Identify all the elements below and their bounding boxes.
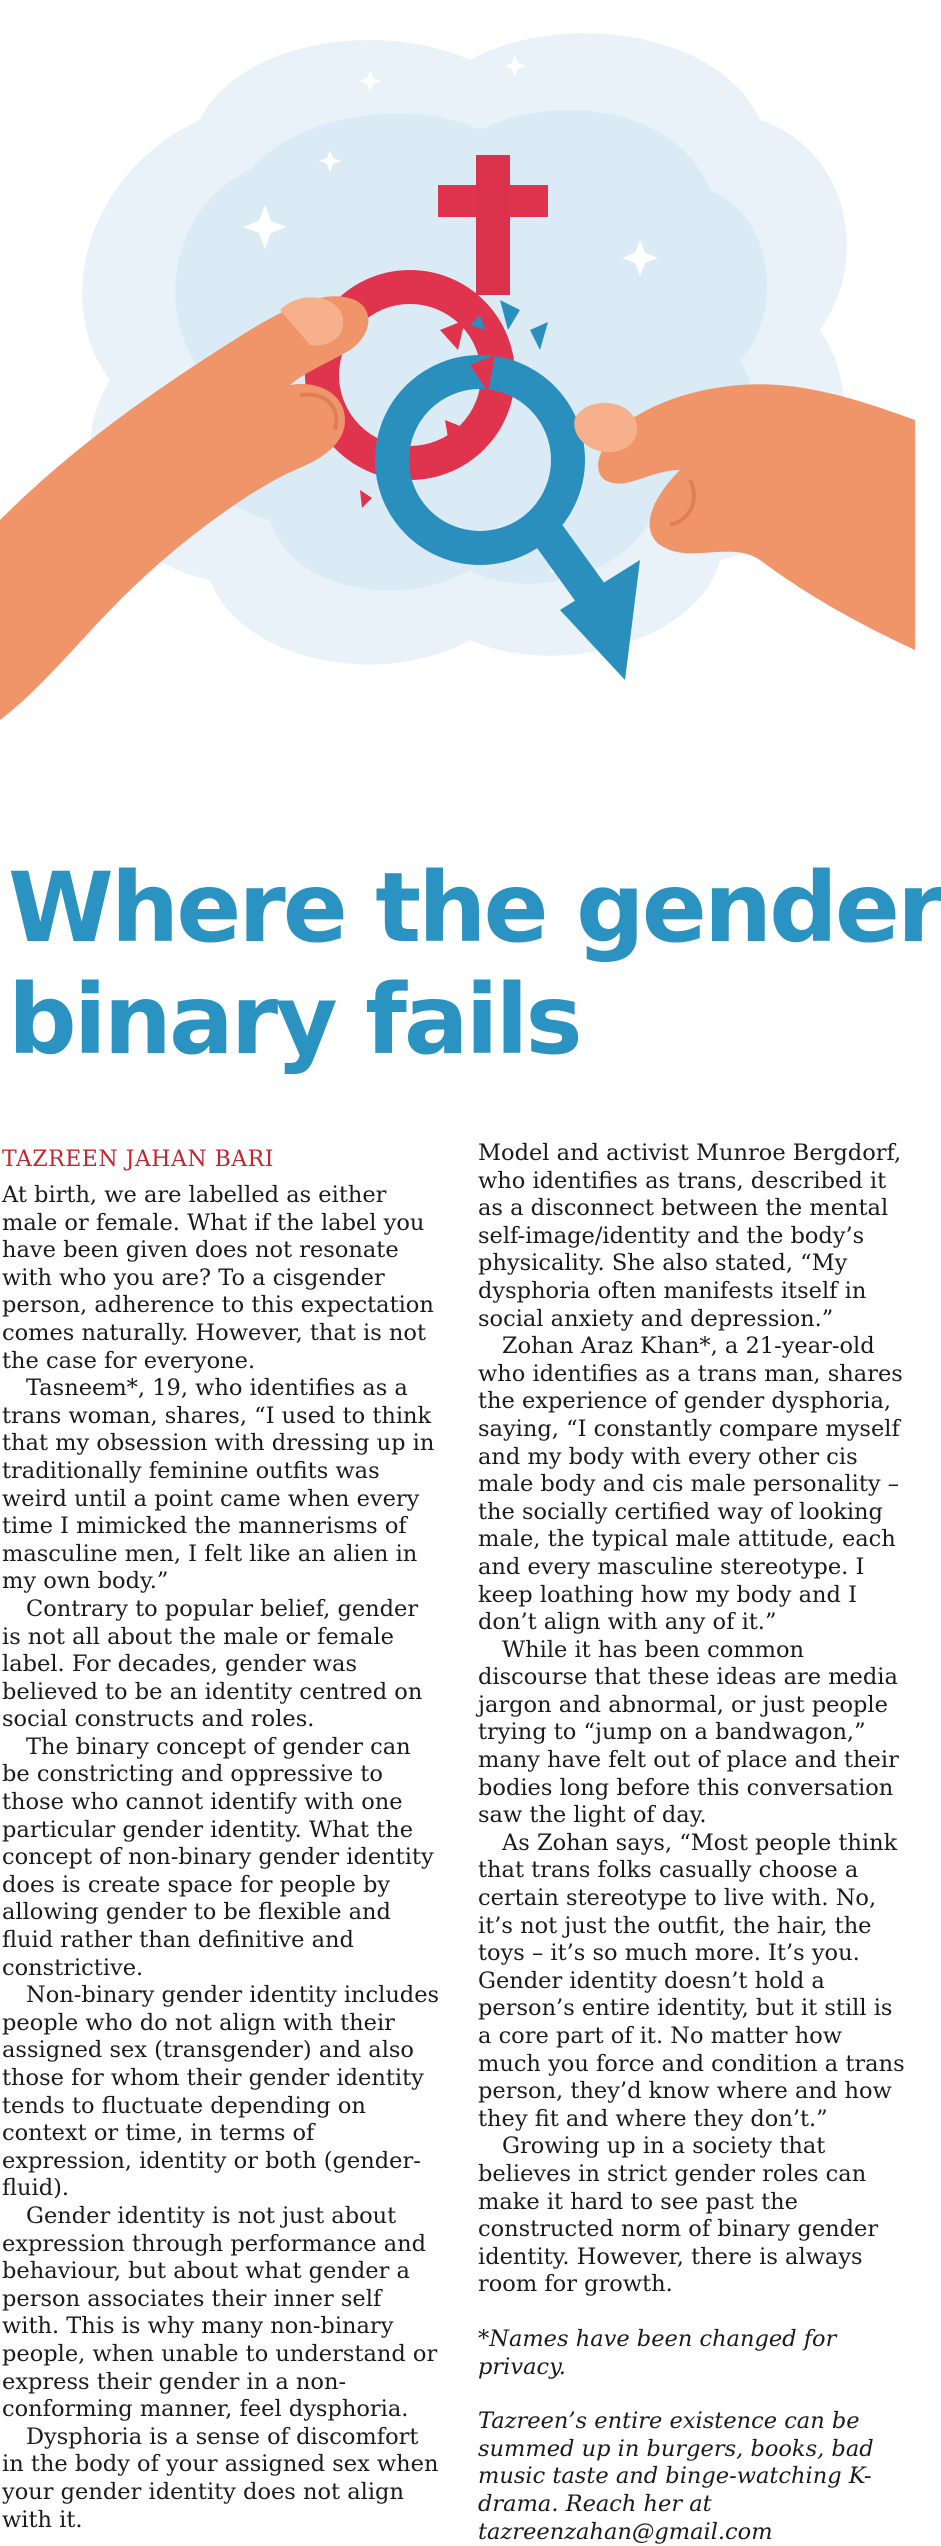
article-headline — [8, 852, 941, 1076]
headline-line-1: Where the gender — [8, 852, 941, 964]
paragraph: At birth, we are labelled as either male or female. What if the label you have been given does not resonate with who you are? To a cisgender person, adherence to this expectation comes naturally. However, that is not the case for everyone. — [2, 1182, 434, 1374]
paragraph: Zohan Araz Khan*, a 21-year-old who identifies as a trans man, shares the experience of gender dysphoria, saying, “I constantly compare myself and my body with every other cis male body and cis male personality – the socially certified way of looking male, the typical male attitude, each and every masculine stereotype. I keep loathing how my body and I don’t align with any of it.” — [478, 1333, 903, 1636]
article-column-left — [2, 1140, 440, 2534]
author-bio: Tazreen’s entire existence can be summed up in burgers, books, bad music taste and binge-watching K-drama. Reach her at tazreenzahan@gmail.com — [478, 2408, 874, 2545]
author-byline: TAZREEN JAHAN BARI — [2, 1147, 274, 1172]
paragraph: Tasneem*, 19, who identifies as a trans woman, shares, “I used to think that my obsession with dressing up in traditionally feminine outfits was weird until a point came when every time I mimicked the mannerisms of masculine men, I felt like an alien in my own body.” — [2, 1375, 435, 1595]
headline-line-2: binary fails — [8, 964, 580, 1076]
paragraph: Model and activist Munroe Bergdorf, who identifies as trans, described it as a disconnect between the mental self-image/identity and the body’s physicality. She also stated, “My dysphoria often manifests itself in social anxiety and depression.” — [478, 1140, 902, 1332]
names-changed-note: *Names have been changed for privacy. — [478, 2325, 837, 2380]
hero-illustration — [0, 0, 915, 820]
paragraph: While it has been common discourse that these ideas are media jargon and abnormal, or just people trying to “jump on a bandwagon,” many have felt out of place and their bodies long before this conversation saw the light of day. — [478, 1636, 899, 1829]
paragraph: As Zohan says, “Most people think that trans folks casually choose a certain stereotype to live with. No, it’s not just the outfit, the hair, the toys – it’s so much more. It’s you. Gender identity doesn’t hold a person’s entire identity, but it still is a core part of it. No matter how much you force and condition a trans person, they’d know where and how they fit and where they don’t.” — [478, 1829, 905, 2132]
article-column-right — [478, 1140, 910, 2546]
paragraph: Contrary to popular belief, gender is not all about the male or female label. For decades, gender was believed to be an identity centred on social constructs and roles. — [2, 1595, 423, 1733]
paragraph: Dysphoria is a sense of discomfort in the body of your assigned sex when your gender identity does not align with it. — [2, 2423, 439, 2533]
paragraph: Gender identity is not just about expression through performance and behaviour, but about what gender a person associates their inner self with. This is why many non-binary people, when unable to understand or express their gender in a non-conforming manner, feel dysphoria. — [2, 2202, 438, 2423]
paragraph: The binary concept of gender can be constricting and oppressive to those who cannot identify with one particular gender identity. What the concept of non-binary gender identity does is create space for people by allowing gender to be flexible and fluid rather than definitive and constrictive. — [2, 1733, 434, 1981]
paragraph: Non-binary gender identity includes people who do not align with their assigned sex (transgender) and also those for whom their gender identity tends to fluctuate depending on context or time, in terms of expression, identity or both (gender-fluid). — [2, 1982, 440, 2202]
paragraph: Growing up in a society that believes in strict gender roles can make it hard to see past the constructed norm of binary gender identity. However, there is always room for growth. — [478, 2133, 879, 2298]
